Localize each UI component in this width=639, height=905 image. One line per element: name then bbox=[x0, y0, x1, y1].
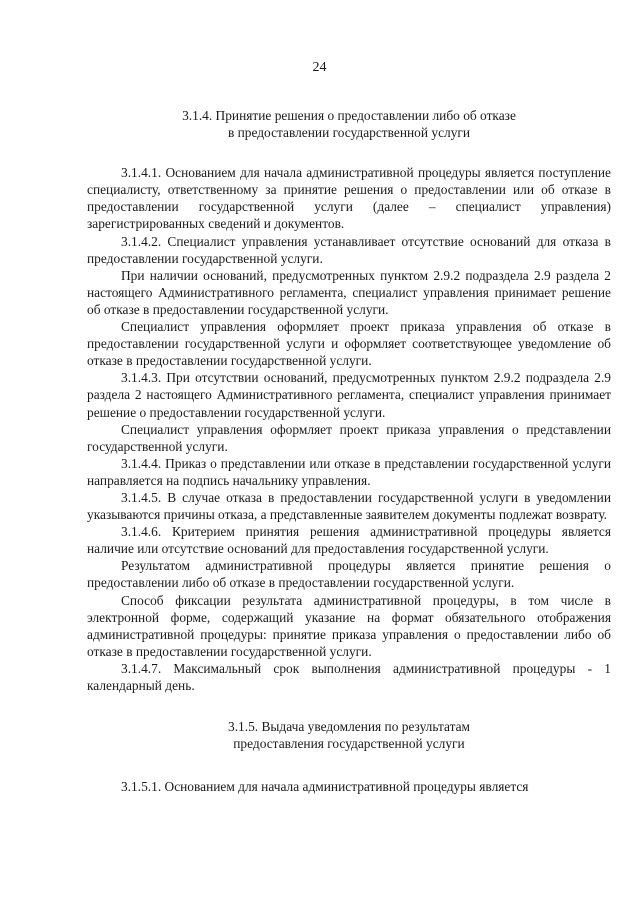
paragraph-3-1-4-4: 3.1.4.4. Приказ о представлении или отказе в представлении государственной услуги направляется на подпись начальнику управления. bbox=[87, 455, 611, 488]
paragraph-refusal-order: Специалист управления оформляет проект приказа управления об отказе в предоставлении государственной услуги и оформляет соответствующее уведомление об отказе в предоставлении государственной услуги. bbox=[87, 319, 611, 369]
paragraph-3-1-4-5: 3.1.4.5. В случае отказа в предоставлении государственной услуги в уведомлении указываются причины отказа, а представленные заявителем документы подлежат возврату. bbox=[87, 489, 611, 523]
paragraph-3-1-4-3: 3.1.4.3. При отсутствии оснований, предусмотренных пунктом 2.9.2 подраздела 2.9 раздела 2 настоящего Административного регламента, специалист управления принимает решение о предоставлении государственной услуги. bbox=[87, 370, 611, 420]
paragraph-3-1-4-2: 3.1.4.2. Специалист управления устанавливает отсутствие оснований для отказа в предоставлении государственной услуги. bbox=[87, 233, 611, 266]
paragraph-result: Результатом административной процедуры является принятие решения о предоставлении либо об отказе в предоставлении государственной услуги. bbox=[87, 558, 611, 591]
paragraph-grant-order: Специалист управления оформляет проект приказа управления о представлении государственной услуги. bbox=[87, 421, 611, 454]
paragraph-3-1-5-1: 3.1.5.1. Основанием для начала административной процедуры является bbox=[121, 779, 529, 795]
paragraph-refusal-grounds: При наличии оснований, предусмотренных пунктом 2.9.2 подраздела 2.9 раздела 2 настоящего Административного регламента, специалист управления принимает решение об отказе в предоставлении государственной услуги. bbox=[87, 267, 611, 317]
section-heading-3-1-4 bbox=[87, 107, 611, 141]
document-body bbox=[87, 107, 611, 795]
paragraph-3-1-4-1: 3.1.4.1. Основанием для начала административной процедуры является поступление специалисту, ответственному за принятие решения о предоставлении или об отказе в предоставлении государственной услуги (далее – специалист управления) зарегистрированных сведений и документов. bbox=[87, 165, 611, 232]
page-number: 24 bbox=[312, 60, 327, 75]
paragraph-3-1-4-6: 3.1.4.6. Критерием принятия решения административной процедуры является наличие или отсутствие оснований для предоставления государственной услуги. bbox=[87, 524, 611, 557]
heading-line: 3.1.4. Принятие решения о предоставлении либо об отказе bbox=[182, 108, 516, 123]
section-heading-3-1-5 bbox=[87, 718, 611, 752]
heading-line: в предоставлении государственной услуги bbox=[227, 125, 471, 141]
paragraph-fixation-method: Способ фиксации результата административной процедуры, в том числе в электронной форме, содержащий указание на формат обязательного отображения административной процедуры: принятие приказа управления о предоставлении либо об отказе в предоставлении государственной услуги. bbox=[87, 592, 611, 659]
heading-line: предоставления государственной услуги bbox=[233, 736, 465, 752]
heading-line: 3.1.5. Выдача уведомления по результатам bbox=[228, 719, 470, 735]
paragraph-3-1-4-7: 3.1.4.7. Максимальный срок выполнения административной процедуры - 1 календарный день. bbox=[87, 660, 611, 693]
